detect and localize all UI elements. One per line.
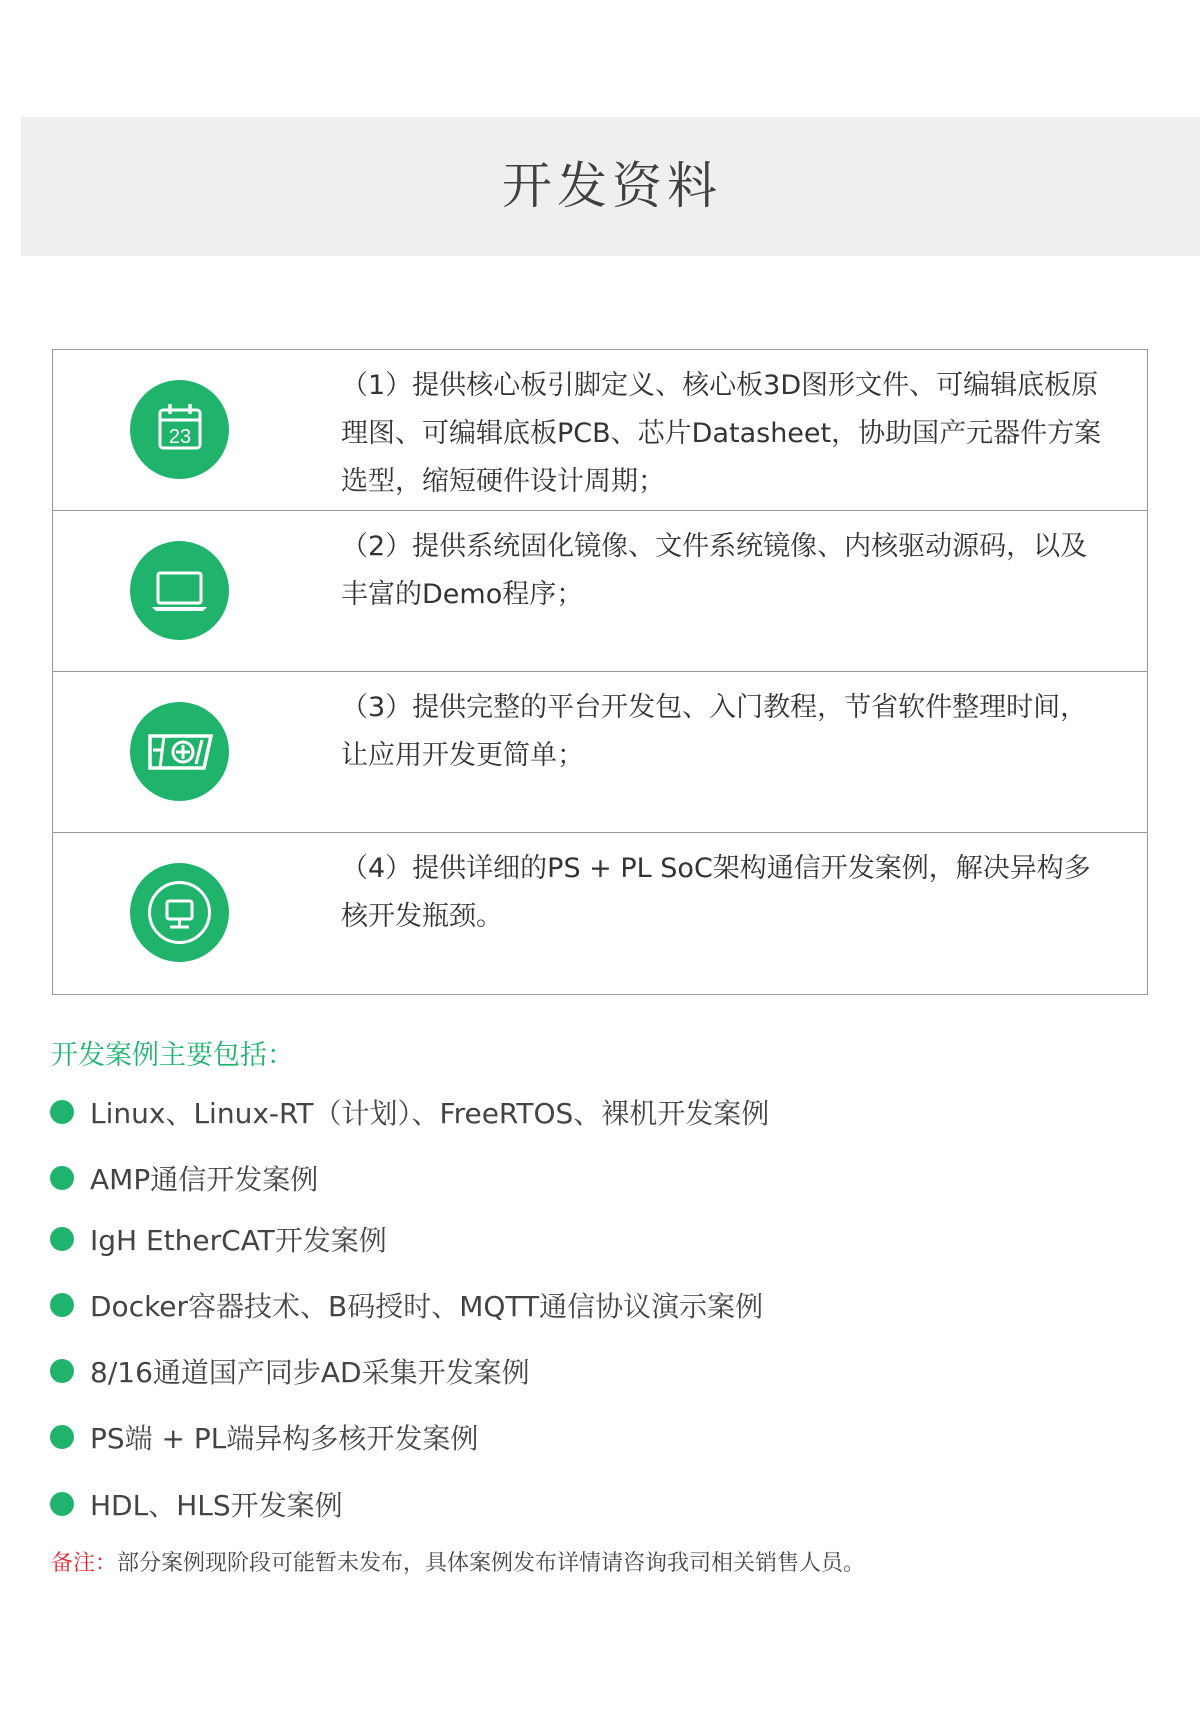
laptop-icon [130, 541, 229, 640]
bullet-dot-icon [50, 1492, 74, 1516]
bullet-dot-icon [50, 1166, 74, 1190]
feature-row [53, 511, 1147, 672]
bullet-dot-icon [50, 1425, 74, 1449]
feature-row [53, 350, 1147, 511]
calendar-icon [130, 380, 229, 479]
bullet-dot-icon [50, 1293, 74, 1317]
case-label: Docker容器技术、B码授时、MQTT通信协议演示案例 [90, 1290, 764, 1323]
feature-text: （4）提供详细的PS + PL SoC架构通信开发案例，解决异构多核开发瓶颈。 [341, 853, 1091, 932]
note-label: 备注： [51, 1551, 118, 1576]
svg-text:23: 23 [168, 426, 192, 448]
feature-text: （3）提供完整的平台开发包、入门教程，节省软件整理时间，让应用开发更简单； [341, 692, 1088, 771]
monitor-icon [130, 863, 229, 962]
list-item [50, 1285, 763, 1329]
feature-text: （2）提供系统固化镜像、文件系统镜像、内核驱动源码，以及丰富的Demo程序； [341, 531, 1088, 610]
bullet-dot-icon [50, 1100, 74, 1124]
list-item [50, 1158, 318, 1202]
page-title: 开发资料 [502, 157, 722, 215]
cases-title: 开发案例主要包括： [51, 1040, 294, 1071]
case-label: PS端 + PL端异构多核开发案例 [90, 1422, 479, 1455]
list-item [50, 1417, 478, 1461]
list-item [50, 1092, 769, 1136]
dev-kit-icon [130, 702, 229, 801]
list-item [50, 1219, 387, 1263]
note-text: 部分案例现阶段可能暂未发布，具体案例发布详情请咨询我司相关销售人员。 [117, 1551, 866, 1576]
case-label: Linux、Linux-RT（计划）、FreeRTOS、裸机开发案例 [90, 1097, 770, 1130]
footnote [51, 1547, 865, 1581]
case-label: AMP通信开发案例 [90, 1163, 319, 1196]
header-band [21, 117, 1200, 256]
case-label: IgH EtherCAT开发案例 [90, 1224, 387, 1257]
bullet-dot-icon [50, 1359, 74, 1383]
list-item [50, 1351, 530, 1395]
feature-table [52, 349, 1148, 995]
list-item [50, 1484, 343, 1528]
bullet-dot-icon [50, 1227, 74, 1251]
case-label: 8/16通道国产同步AD采集开发案例 [90, 1356, 530, 1389]
feature-text: （1）提供核心板引脚定义、核心板3D图形文件、可编辑底板原理图、可编辑底板PCB、芯片Datasheet，协助国产元器件方案选型，缩短硬件设计周期； [341, 370, 1102, 497]
case-label: HDL、HLS开发案例 [90, 1489, 343, 1522]
feature-row [53, 833, 1147, 994]
feature-row [53, 672, 1147, 833]
